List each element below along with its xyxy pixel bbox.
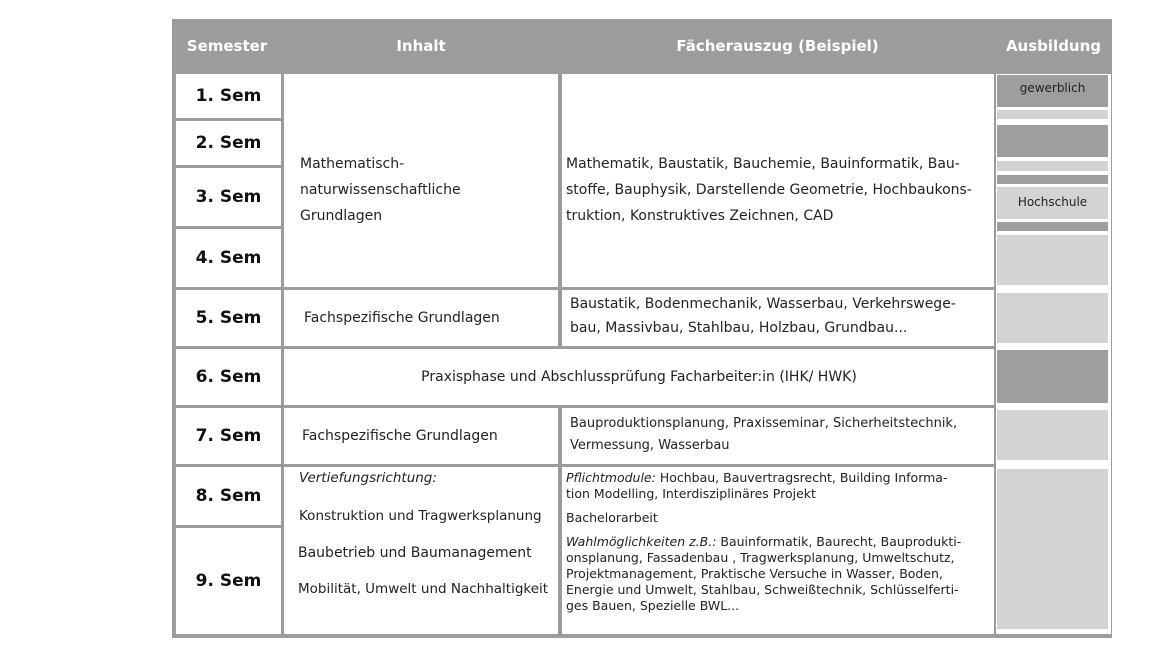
inhalt-line: Grundlagen [300,208,383,224]
faecher-fachspezifisch-7 [562,408,994,464]
semester-cell: 2. Sem [176,121,281,165]
inhalt-line: Fachspezifische Grundlagen [302,428,498,444]
wahl-line [566,534,994,550]
semester-cell: 8. Sem [176,467,281,525]
bar-hochschule [996,186,1109,220]
semester-cell: 7. Sem [176,408,281,464]
bar-gewerblich [996,74,1109,108]
semester-cell: 9. Sem [176,528,281,634]
faecher-line: Baustatik, Bodenmechanik, Wasserbau, Verkehrswege- [570,296,956,312]
bar-light [996,234,1109,286]
header-semester: Semester [186,37,268,55]
wahl-line: Projektmanagement, Praktische Versuche in Wasser, Boden, [566,566,943,581]
inhalt-fachspezifisch-5 [284,290,558,346]
wahl-line: Energie und Umwelt, Stahlbau, Schweißtechnik, Schlüsselferti- [566,582,959,597]
wahl-text: Bauinformatik, Baurecht, Bauprodukti- [716,534,962,549]
inhalt-vertiefung [284,467,558,634]
bar-light [996,292,1109,344]
semester-cell: 3. Sem [176,168,281,226]
bar-dark [996,124,1109,158]
richtung-item: Baubetrieb und Baumanagement [298,545,532,561]
header-inhalt: Inhalt [396,37,446,55]
faecher-line: stoffe, Bauphysik, Darstellende Geometrie, Hochbaukons- [566,182,972,198]
pflicht-line [566,470,994,486]
faecher-line: bau, Massivbau, Stahlbau, Holzbau, Grundbau... [570,320,908,336]
pflicht-line: tion Modelling, Interdisziplinäres Projekt [566,486,816,501]
inhalt-line: naturwissenschaftliche [300,182,461,198]
bar-light [996,468,1109,630]
ausbildung-column [996,74,1111,634]
inhalt-math-grundlagen [284,74,558,287]
semester-cell: 6. Sem [176,349,281,405]
header-faecher: Fächerauszug (Beispiel) [676,37,879,55]
faecher-fachspezifisch-5 [562,290,994,346]
faecher-line: Mathematik, Baustatik, Bauchemie, Bauinformatik, Bau- [566,156,960,172]
gewerblich-label: gewerblich [1019,81,1086,95]
wahl-label: Wahlmöglichkeiten z.B.: [566,534,717,549]
bachelorarbeit: Bachelorarbeit [566,510,658,525]
pflicht-text: Hochbau, Bauvertragsrecht, Building Informa- [655,470,948,485]
faecher-line: Bauproduktionsplanung, Praxisseminar, Sicherheitstechnik, [570,416,958,431]
faecher-vertiefung [562,467,994,634]
semester-cell: 4. Sem [176,229,281,287]
hochschule-label: Hochschule [1017,195,1088,209]
bar-light [996,160,1109,172]
vertiefung-label: Vertiefungsrichtung: [299,470,437,486]
faecher-line: Vermessung, Wasserbau [570,438,730,453]
bar-praxis [996,349,1109,404]
inhalt-line: Praxisphase und Abschlussprüfung Facharbeiter:in (IHK/ HWK) [421,369,857,385]
wahl-line: ges Bauen, Spezielle BWL... [566,598,740,613]
semester-cell: 1. Sem [176,74,281,118]
bar-dark [996,174,1109,185]
bar-light [996,109,1109,120]
semester-cell: 5. Sem [176,290,281,346]
inhalt-praxisphase [284,349,994,405]
richtung-item: Mobilität, Umwelt und Nachhaltigkeit [298,581,549,597]
study-plan-table [172,19,1112,638]
header-ausbildung: Ausbildung [1005,37,1102,55]
bar-light [996,409,1109,461]
inhalt-line: Fachspezifische Grundlagen [304,310,500,326]
inhalt-line: Mathematisch- [300,156,405,172]
wahl-line: onsplanung, Fassadenbau , Tragwerksplanung, Umweltschutz, [566,550,955,565]
bar-dark [996,221,1109,232]
faecher-line: truktion, Konstruktives Zeichnen, CAD [566,208,834,224]
faecher-math-grundlagen [562,74,994,287]
pflicht-label: Pflichtmodule: [566,470,656,485]
inhalt-fachspezifisch-7 [284,408,558,464]
richtung-item: Konstruktion und Tragwerksplanung [299,508,542,524]
